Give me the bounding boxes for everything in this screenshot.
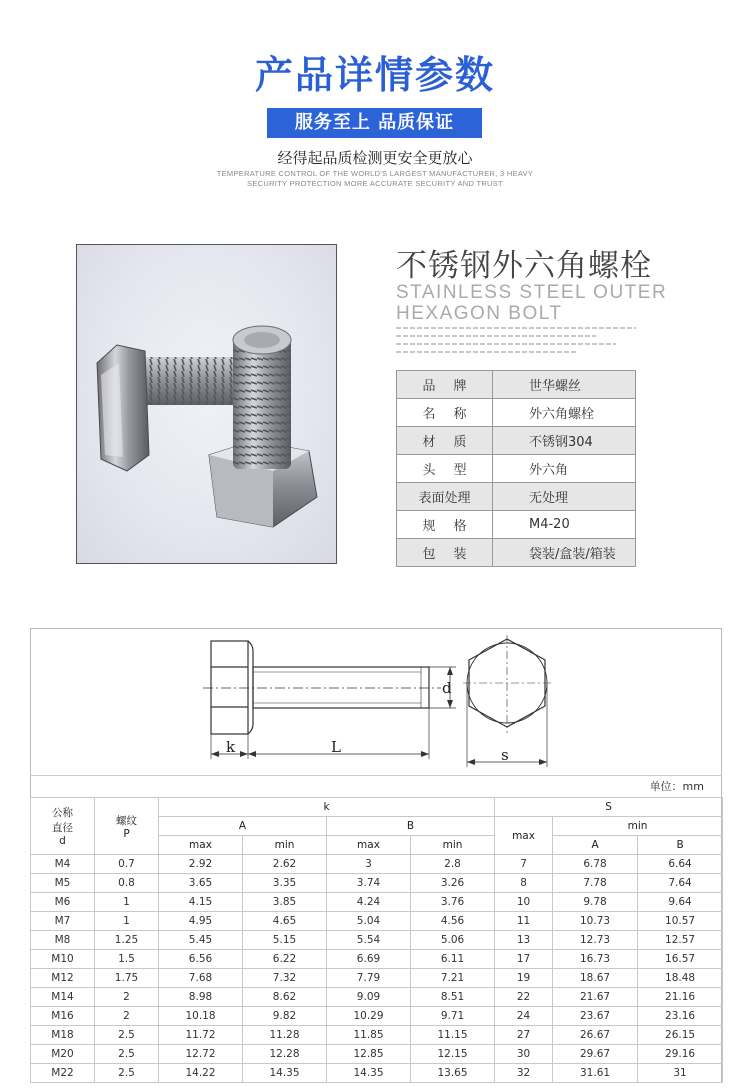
table-cell: 1	[95, 912, 159, 931]
table-cell: 9.71	[411, 1007, 495, 1026]
product-name-cn: 不锈钢外六角螺栓	[396, 248, 652, 284]
table-row	[31, 1026, 723, 1045]
table-cell: 10.29	[327, 1007, 411, 1026]
spec-value: 外六角螺栓	[493, 399, 636, 427]
spec-row-material	[397, 427, 636, 455]
product-photo	[76, 244, 337, 564]
table-cell: 30	[495, 1045, 553, 1064]
spec-value: 外六角	[493, 455, 636, 483]
bolt-illustration	[77, 245, 337, 564]
table-cell: 8.51	[411, 988, 495, 1007]
table-cell: 6.69	[327, 950, 411, 969]
table-cell: M14	[31, 988, 95, 1007]
table-cell: 8.98	[159, 988, 243, 1007]
dims-header-s-min: min	[553, 817, 723, 836]
table-cell: 9.64	[638, 893, 723, 912]
table-cell: 18.67	[553, 969, 638, 988]
table-cell: 6.64	[638, 855, 723, 874]
dims-header-kb-max: max	[327, 836, 411, 855]
table-cell: 7.21	[411, 969, 495, 988]
table-cell: 12.15	[411, 1045, 495, 1064]
table-cell: M7	[31, 912, 95, 931]
table-cell: 12.73	[553, 931, 638, 950]
table-cell: 23.67	[553, 1007, 638, 1026]
dims-header-s-b: B	[638, 836, 723, 855]
table-cell: 14.35	[243, 1064, 327, 1083]
table-cell: 5.54	[327, 931, 411, 950]
table-cell: 3.35	[243, 874, 327, 893]
table-cell: 2	[95, 1007, 159, 1026]
table-cell: 9.82	[243, 1007, 327, 1026]
table-row	[31, 893, 723, 912]
table-cell: 16.73	[553, 950, 638, 969]
spec-key: 材质	[397, 427, 493, 455]
table-row	[31, 855, 723, 874]
page-title: 产品详情参数	[254, 53, 495, 97]
table-cell: 16.57	[638, 950, 723, 969]
unit-label: 单位：mm	[30, 775, 722, 797]
table-cell: 7	[495, 855, 553, 874]
table-cell: 2.5	[95, 1064, 159, 1083]
dims-header-ka-max: max	[159, 836, 243, 855]
table-row	[31, 1007, 723, 1026]
table-cell: 31.61	[553, 1064, 638, 1083]
spec-row-packaging	[397, 539, 636, 567]
table-cell: 6.22	[243, 950, 327, 969]
table-cell: M6	[31, 893, 95, 912]
table-cell: 3.65	[159, 874, 243, 893]
table-cell: M4	[31, 855, 95, 874]
spec-table	[396, 370, 636, 567]
table-cell: 31	[638, 1064, 723, 1083]
table-cell: 18.48	[638, 969, 723, 988]
table-cell: 6.56	[159, 950, 243, 969]
product-name-en-line1: STAINLESS STEEL OUTER	[396, 282, 668, 303]
header-pitch-text: 螺纹	[116, 814, 137, 827]
table-cell: 11	[495, 912, 553, 931]
table-cell: M5	[31, 874, 95, 893]
spec-key: 头型	[397, 455, 493, 483]
table-cell: 11.15	[411, 1026, 495, 1045]
header-p-text: P	[123, 827, 130, 840]
table-cell: 3	[327, 855, 411, 874]
table-cell: M16	[31, 1007, 95, 1026]
table-cell: 12.57	[638, 931, 723, 950]
dims-header-k-b: B	[327, 817, 495, 836]
spec-value: 不锈钢304	[493, 427, 636, 455]
slogan-badge: 服务至上 品质保证	[267, 108, 482, 138]
spec-row-name	[397, 399, 636, 427]
table-cell: 7.64	[638, 874, 723, 893]
table-cell: 5.06	[411, 931, 495, 950]
table-cell: 27	[495, 1026, 553, 1045]
table-cell: 7.32	[243, 969, 327, 988]
table-cell: 23.16	[638, 1007, 723, 1026]
table-cell: 11.72	[159, 1026, 243, 1045]
table-cell: 17	[495, 950, 553, 969]
dims-header-s: S	[495, 798, 723, 817]
spec-value: 无处理	[493, 483, 636, 511]
table-cell: 1.25	[95, 931, 159, 950]
table-cell: M22	[31, 1064, 95, 1083]
table-cell: 2.5	[95, 1026, 159, 1045]
table-cell: 19	[495, 969, 553, 988]
spec-value: 世华螺丝	[493, 371, 636, 399]
table-cell: 2	[95, 988, 159, 1007]
spec-row-size	[397, 511, 636, 539]
product-name-en-line2: HEXAGON BOLT	[396, 303, 563, 324]
dims-header-nominal	[31, 798, 95, 855]
table-cell: 4.15	[159, 893, 243, 912]
table-cell: 7.79	[327, 969, 411, 988]
table-cell: 5.15	[243, 931, 327, 950]
table-cell: 5.04	[327, 912, 411, 931]
table-cell: 4.56	[411, 912, 495, 931]
table-cell: 9.09	[327, 988, 411, 1007]
subtitle: 经得起品质检测更安全更放心	[277, 149, 473, 167]
table-cell: 13.65	[411, 1064, 495, 1083]
table-cell: M12	[31, 969, 95, 988]
spec-row-head-type	[397, 455, 636, 483]
subtitle-en-line1: TEMPERATURE CONTROL OF THE WORLD'S LARGEST MANUFACTURER, 3 HEAVY	[216, 169, 534, 178]
label-L: L	[331, 738, 341, 756]
table-cell: M8	[31, 931, 95, 950]
spec-key: 名称	[397, 399, 493, 427]
spec-key: 品牌	[397, 371, 493, 399]
table-cell: 10.73	[553, 912, 638, 931]
table-cell: 2.5	[95, 1045, 159, 1064]
decorative-fineprint	[396, 351, 576, 353]
table-cell: 12.85	[327, 1045, 411, 1064]
table-cell: 26.67	[553, 1026, 638, 1045]
table-cell: 1.5	[95, 950, 159, 969]
table-cell: 3.74	[327, 874, 411, 893]
dims-header-kb-min: min	[411, 836, 495, 855]
table-cell: 8.62	[243, 988, 327, 1007]
table-cell: 3.76	[411, 893, 495, 912]
table-cell: 2.92	[159, 855, 243, 874]
table-cell: M20	[31, 1045, 95, 1064]
table-cell: 29.16	[638, 1045, 723, 1064]
header-nominal-text: 公称	[52, 807, 73, 819]
table-cell: 6.78	[553, 855, 638, 874]
spec-row-surface	[397, 483, 636, 511]
dims-header-pitch	[95, 798, 159, 855]
label-s: s	[501, 746, 509, 764]
table-cell: 2.8	[411, 855, 495, 874]
table-row	[31, 988, 723, 1007]
table-row	[31, 1064, 723, 1083]
table-cell: 13	[495, 931, 553, 950]
table-cell: 9.78	[553, 893, 638, 912]
table-cell: 11.85	[327, 1026, 411, 1045]
dims-header-ka-min: min	[243, 836, 327, 855]
table-cell: 10	[495, 893, 553, 912]
table-row	[31, 969, 723, 988]
table-cell: 12.28	[243, 1045, 327, 1064]
table-cell: 21.67	[553, 988, 638, 1007]
table-cell: M18	[31, 1026, 95, 1045]
spec-key: 表面处理	[397, 483, 493, 511]
dimension-table	[30, 797, 723, 1083]
table-cell: 14.22	[159, 1064, 243, 1083]
table-row	[31, 874, 723, 893]
table-row	[31, 1045, 723, 1064]
table-cell: 0.8	[95, 874, 159, 893]
subtitle-en-line2: SECURITY PROTECTION MORE ACCURATE SECURITY AND TRUST	[247, 179, 503, 188]
spec-value: M4-20	[493, 511, 636, 539]
table-cell: 21.16	[638, 988, 723, 1007]
table-cell: 8	[495, 874, 553, 893]
table-cell: 29.67	[553, 1045, 638, 1064]
table-cell: 6.11	[411, 950, 495, 969]
spec-row-brand	[397, 371, 636, 399]
dims-header-s-a: A	[553, 836, 638, 855]
dimension-table-body	[31, 855, 723, 1083]
table-cell: 7.78	[553, 874, 638, 893]
table-cell: 0.7	[95, 855, 159, 874]
table-cell: 32	[495, 1064, 553, 1083]
spec-key: 规格	[397, 511, 493, 539]
dims-header-row-1	[31, 798, 723, 817]
table-cell: 11.28	[243, 1026, 327, 1045]
decorative-fineprint	[396, 335, 596, 337]
table-cell: 4.95	[159, 912, 243, 931]
table-row	[31, 931, 723, 950]
table-cell: 3.85	[243, 893, 327, 912]
table-row	[31, 950, 723, 969]
header-diameter-text: 直径	[52, 822, 73, 834]
table-cell: 10.57	[638, 912, 723, 931]
header-d-text: d	[59, 835, 66, 847]
table-cell: 2.62	[243, 855, 327, 874]
table-cell: 5.45	[159, 931, 243, 950]
table-cell: 26.15	[638, 1026, 723, 1045]
dims-header-s-max: max	[495, 817, 553, 855]
table-cell: 14.35	[327, 1064, 411, 1083]
table-cell: 7.68	[159, 969, 243, 988]
table-cell: 4.65	[243, 912, 327, 931]
table-cell: 4.24	[327, 893, 411, 912]
decorative-fineprint	[396, 327, 636, 329]
table-row	[31, 912, 723, 931]
table-cell: M10	[31, 950, 95, 969]
decorative-fineprint	[396, 343, 616, 345]
label-k: k	[226, 738, 236, 756]
table-cell: 1	[95, 893, 159, 912]
table-cell: 12.72	[159, 1045, 243, 1064]
spec-key: 包装	[397, 539, 493, 567]
spec-value: 袋装/盒装/箱装	[493, 539, 636, 567]
table-cell: 1.75	[95, 969, 159, 988]
dims-header-k: k	[159, 798, 495, 817]
technical-drawing	[31, 629, 721, 777]
table-cell: 22	[495, 988, 553, 1007]
dims-header-k-a: A	[159, 817, 327, 836]
table-cell: 3.26	[411, 874, 495, 893]
label-d: d	[442, 679, 452, 697]
table-cell: 24	[495, 1007, 553, 1026]
table-cell: 10.18	[159, 1007, 243, 1026]
